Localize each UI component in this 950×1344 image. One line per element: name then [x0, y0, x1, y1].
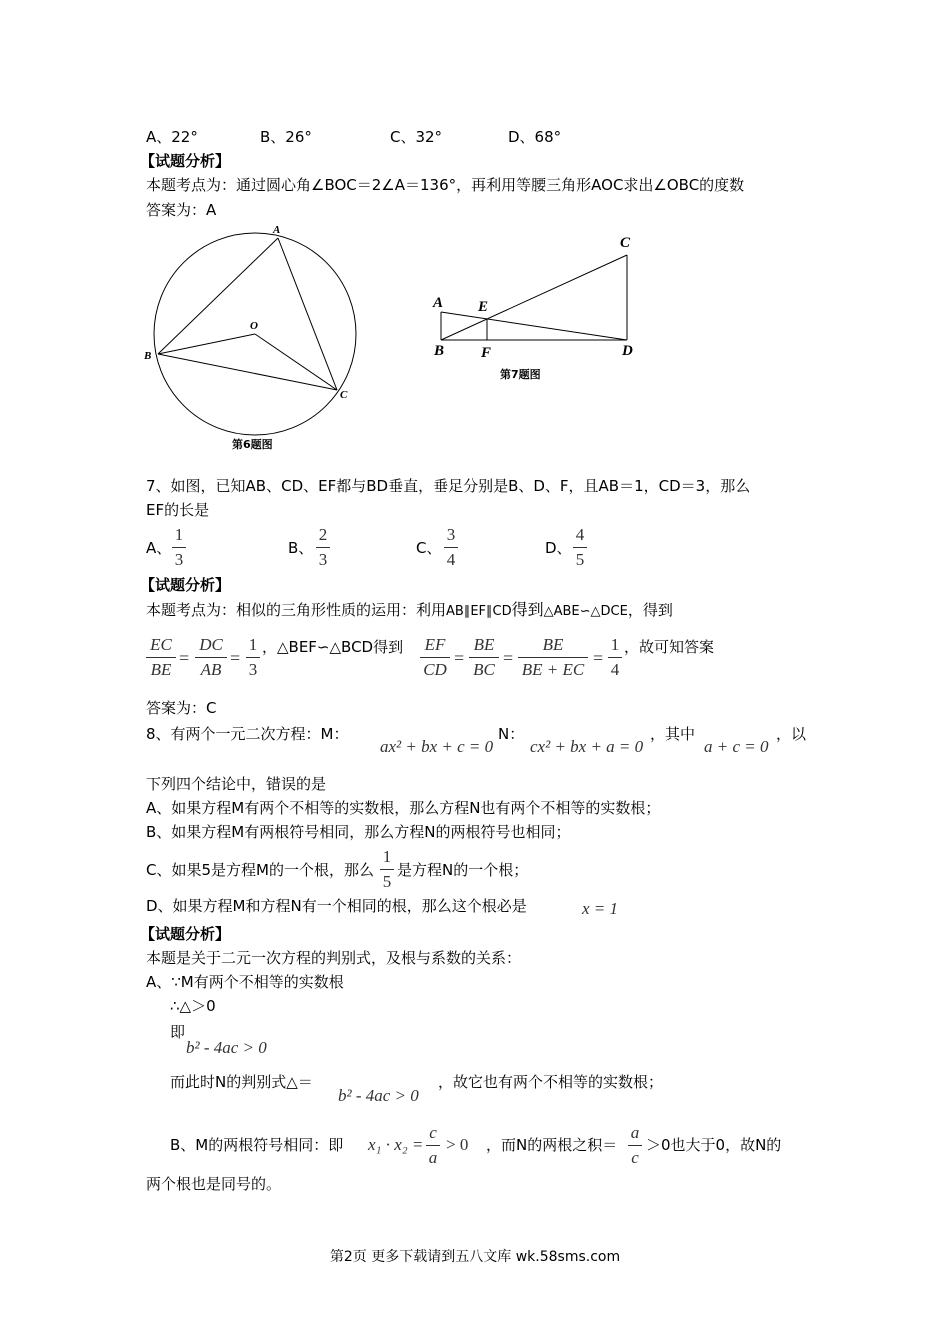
q6-option-b: B、26°: [260, 128, 312, 146]
label-f: F: [481, 345, 492, 361]
label-a: A: [433, 295, 444, 311]
q8-option-c-post: 是方程N的一个根；: [397, 861, 529, 879]
q7-ratio-one-third: 1 3: [246, 634, 260, 681]
q8-analysis-a-eq2: b² - 4ac > 0: [338, 1086, 419, 1105]
q8-analysis-b-fraction-c-a: c a: [426, 1122, 440, 1169]
segment-bc: [441, 255, 627, 340]
q6-option-c: C、32°: [390, 128, 443, 146]
q8-stem-pre: 8、有两个一元二次方程：M：: [146, 725, 349, 743]
q7-ratio-one-fourth: 1 4: [608, 634, 622, 681]
q7-option-d-label: D、: [545, 539, 572, 557]
label-a: A: [273, 224, 281, 236]
label-b: B: [144, 350, 152, 362]
q7-analysis-parallel: AB∥EF∥CD: [446, 604, 512, 619]
figure-6-caption: 第6题图: [232, 438, 273, 451]
q7-option-a-label: A、: [146, 539, 172, 557]
q6-analysis-text: 本题考点为：通过圆心角∠BOC＝2∠A＝136°，再利用等腰三角形AOC求出∠OBC的度数: [146, 176, 745, 194]
q8-analysis-a-eq1: b² - 4ac > 0: [186, 1038, 267, 1057]
q7-option-c-fraction: 3 4: [444, 524, 458, 571]
figure-7: [425, 228, 645, 388]
q7-option-a-fraction: 1 3: [172, 524, 186, 571]
q8-option-c-pre: C、如果5是方程M的一个根，那么: [146, 861, 374, 879]
q8-stem-line2: 下列四个结论中，错误的是: [146, 775, 327, 793]
figure-7-caption: 第7题图: [500, 368, 541, 381]
q8-equation-m: ax² + bx + c = 0: [380, 737, 494, 756]
equals-sign: =: [454, 648, 465, 668]
q7-ratio-dc-ab: DC AB: [195, 634, 227, 681]
q7-option-d-fraction: 4 5: [573, 524, 587, 571]
q8-analysis-b-pre: B、M的两根符号相同：即: [170, 1136, 344, 1154]
q7-ratio-be-sum: BE BE + EC: [518, 634, 588, 681]
q7-analysis-sim: △ABE∽△DCE: [543, 604, 628, 619]
q8-analysis-b-fraction-a-c: a c: [628, 1122, 642, 1169]
label-d: D: [622, 343, 633, 359]
q8-option-d-equation: x = 1: [582, 899, 619, 918]
q7-analysis-post: ，得到: [627, 601, 673, 619]
q8-analysis-heading: 【试题分析】: [140, 925, 231, 943]
q6-option-d: D、68°: [508, 128, 562, 146]
q8-stem-n: N：: [498, 725, 525, 743]
q7-analysis-line1: [146, 600, 673, 622]
equals-sign: =: [503, 648, 514, 668]
q8-analysis-a-line3: 即: [170, 1023, 186, 1041]
label-c: C: [620, 235, 631, 251]
chord-ac: [278, 238, 337, 390]
q8-equation-n: cx² + bx + a = 0: [530, 737, 644, 756]
radius-ob: [158, 334, 255, 354]
q8-option-c-fraction: 1 5: [380, 846, 394, 893]
q8-analysis-a-line4-pre: 而此时N的判别式△＝: [170, 1073, 313, 1091]
q7-end-text: ，故可知答案: [624, 638, 715, 656]
q6-answer: 答案为：A: [146, 201, 217, 219]
page-footer: 第2页 更多下载请到五八文库 wk.58sms.com: [329, 1249, 621, 1265]
q8-analysis-b-product: x₁ · x₂ =: [368, 1135, 424, 1154]
q7-analysis-heading: 【试题分析】: [140, 576, 231, 594]
label-c: C: [340, 389, 348, 401]
equals-sign: =: [230, 648, 241, 668]
q8-analysis-b-gt: > 0: [446, 1135, 469, 1154]
q7-option-c-label: C、: [416, 539, 442, 557]
q8-option-b: B、如果方程M有两根符号相同，那么方程N的两根符号也相同；: [146, 823, 571, 841]
figure-6: [140, 222, 370, 457]
q8-stem-mid: ，其中: [650, 725, 696, 743]
q8-analysis-a-line1: A、∵M有两个不相等的实数根: [146, 973, 344, 991]
q8-analysis-a-line2: ∴△＞0: [170, 997, 216, 1015]
q7-answer: 答案为：C: [146, 699, 217, 717]
q8-condition: a + c = 0: [704, 737, 769, 756]
q7-ratio-ef-cd: EF CD: [420, 634, 450, 681]
q8-analysis-b-mid: ，而N的两根之积＝: [486, 1136, 618, 1154]
q7-option-b-label: B、: [288, 539, 314, 557]
q8-analysis-intro: 本题是关于二元一次方程的判别式，及根与系数的关系：: [146, 949, 522, 967]
q8-stem-post: ，以: [776, 725, 807, 743]
q7-ratio-ec-be: EC BE: [146, 634, 176, 681]
q7-mid-text: ，△BEF∽△BCD得到: [262, 638, 404, 656]
q8-analysis-b-post: ＞0也大于0，故N的: [646, 1136, 782, 1154]
q6-analysis-heading: 【试题分析】: [140, 152, 231, 170]
q7-analysis-mid: 得到: [511, 600, 544, 619]
label-b: B: [434, 343, 445, 359]
chord-ab: [158, 238, 278, 354]
label-e: E: [478, 299, 489, 315]
equals-sign: =: [179, 648, 190, 668]
q7-stem-line2: EF的长是: [146, 501, 210, 519]
q6-option-a: A、22°: [146, 128, 198, 146]
q7-stem-line1: 7、如图，已知AB、CD、EF都与BD垂直，垂足分别是B、D、F，且AB＝1，CD＝3，那么: [146, 477, 751, 495]
q7-ratio-be-bc: BE BC: [469, 634, 499, 681]
q8-analysis-a-line4-post: ，故它也有两个不相等的实数根；: [438, 1073, 664, 1091]
q7-option-b-fraction: 2 3: [316, 524, 330, 571]
segment-ad: [441, 312, 627, 340]
q8-option-a: A、如果方程M有两个不相等的实数根，那么方程N也有两个不相等的实数根；: [146, 799, 661, 817]
q8-analysis-b-line2: 两个根也是同号的。: [146, 1175, 282, 1193]
q7-analysis-pre: 本题考点为：相似的三角形性质的运用：利用: [146, 601, 447, 619]
equals-sign: =: [593, 648, 604, 668]
q8-option-d-pre: D、如果方程M和方程N有一个相同的根，那么这个根必是: [146, 897, 527, 915]
label-o: O: [250, 320, 258, 332]
